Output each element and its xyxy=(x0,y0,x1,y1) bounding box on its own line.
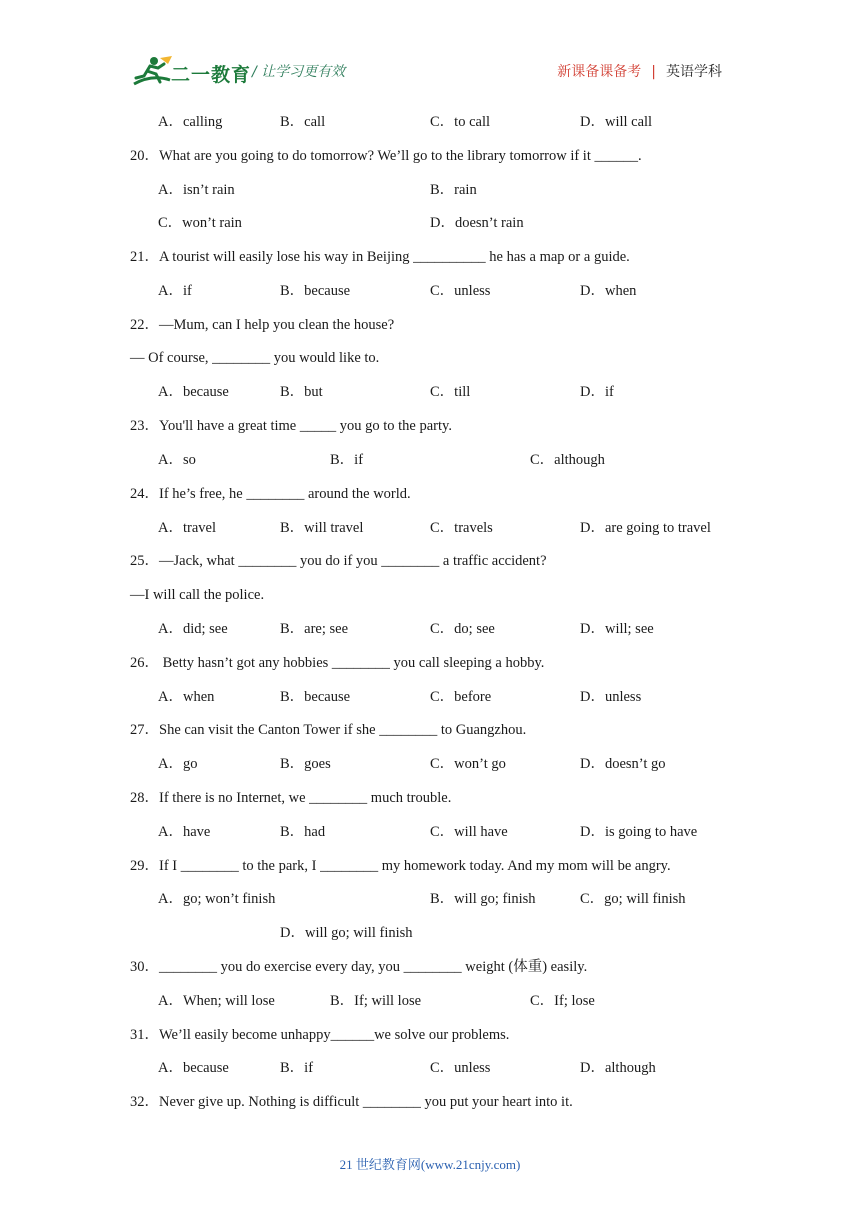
text-line: D．although xyxy=(580,1060,656,1076)
text-line: D．will; see xyxy=(580,621,654,637)
text-line: B．will go; finish xyxy=(430,891,536,907)
text-line: A．because xyxy=(158,384,229,400)
text-line: —I will call the police. xyxy=(130,587,265,603)
text-line: C．till xyxy=(430,384,471,400)
text-line: A．so xyxy=(158,452,196,468)
text-line: B．had xyxy=(280,824,326,840)
page-header xyxy=(0,0,860,100)
text-line: 24．If he’s free, he ________ around the world. xyxy=(130,486,411,502)
text-line: 30．________ you do exercise every day, you ________ weight (体重) easily. xyxy=(130,959,588,975)
text-line: C．go; will finish xyxy=(580,891,686,907)
text-line: C．before xyxy=(430,689,492,705)
text-line: A．when xyxy=(158,689,215,705)
text-line: B．will travel xyxy=(280,520,364,536)
text-line: C．won’t rain xyxy=(158,215,242,231)
text-line: C．If; lose xyxy=(530,993,595,1009)
text-line: — Of course, ________ you would like to. xyxy=(130,350,380,366)
text-line: A．have xyxy=(158,824,211,840)
text-line: 31．We’ll easily become unhappy______we solve our problems. xyxy=(130,1027,510,1043)
text-line: D．doesn’t rain xyxy=(430,215,524,231)
text-line: B．because xyxy=(280,689,351,705)
text-line: B．call xyxy=(280,114,326,130)
logo-text: 二一教育 xyxy=(171,64,252,86)
text-line: 25．—Jack, what ________ you do if you ________ a traffic accident? xyxy=(130,553,547,569)
text-line: D．if xyxy=(580,384,614,400)
text-line: D．will call xyxy=(580,114,653,130)
text-line: C．unless xyxy=(430,1060,491,1076)
text-line: D．are going to travel xyxy=(580,520,711,536)
text-line: A．if xyxy=(158,283,192,299)
text-line: A．because xyxy=(158,1060,229,1076)
header-course-label: 新课备课备考 xyxy=(557,64,642,80)
text-line: D．is going to have xyxy=(580,824,698,840)
text-line: C．although xyxy=(530,452,605,468)
text-line: D．doesn’t go xyxy=(580,756,666,772)
text-line: 23．You'll have a great time _____ you go to the party. xyxy=(130,418,452,434)
text-line: A．did; see xyxy=(158,621,228,637)
text-line: 32．Never give up. Nothing is difficult ________ you put your heart into it. xyxy=(130,1094,573,1110)
text-line: C．won’t go xyxy=(430,756,506,772)
text-line: B．if xyxy=(280,1060,314,1076)
header-slogan: / 让学习更有效 xyxy=(252,64,346,80)
text-line: A．calling xyxy=(158,114,223,130)
text-line: C．will have xyxy=(430,824,508,840)
text-line: C．unless xyxy=(430,283,491,299)
text-line: 21．A tourist will easily lose his way in Beijing __________ he has a map or a guide. xyxy=(130,249,630,265)
text-line: 20．What are you going to do tomorrow? We’ll go to the library tomorrow if it ______. xyxy=(130,148,642,164)
text-line: 29．If I ________ to the park, I ________ my homework today. And my mom will be angry. xyxy=(130,858,671,874)
text-line: A．go xyxy=(158,756,198,772)
text-line: D．when xyxy=(580,283,637,299)
text-line: 22．—Mum, can I help you clean the house? xyxy=(130,317,395,333)
header-subject-label: 英语学科 xyxy=(666,64,722,80)
text-line: B．If; will lose xyxy=(330,993,422,1009)
text-line: B．are; see xyxy=(280,621,349,637)
header-separator: | xyxy=(651,64,656,80)
text-line: C．do; see xyxy=(430,621,495,637)
text-line: 28．If there is no Internet, we ________ much trouble. xyxy=(130,790,452,806)
text-line: A．travel xyxy=(158,520,216,536)
text-line: B．but xyxy=(280,384,323,400)
text-line: D．unless xyxy=(580,689,642,705)
text-line: D．will go; will finish xyxy=(280,925,413,941)
text-line: A．go; won’t finish xyxy=(158,891,276,907)
text-line: C．to call xyxy=(430,114,491,130)
page-footer: 21 世纪教育网(www.21cnjy.com) xyxy=(339,1157,521,1172)
text-line: B．because xyxy=(280,283,351,299)
text-line: A．isn’t rain xyxy=(158,182,235,198)
text-line: B．rain xyxy=(430,182,477,198)
text-line: 27．She can visit the Canton Tower if she ________ to Guangzhou. xyxy=(130,722,527,738)
header-subject xyxy=(557,61,722,81)
text-line: B．if xyxy=(330,452,364,468)
text-line: 26． Betty hasn’t got any hobbies ________ you call sleeping a hobby. xyxy=(130,655,545,671)
text-line: C．travels xyxy=(430,520,493,536)
text-line: A．When; will lose xyxy=(158,993,275,1009)
text-line: B．goes xyxy=(280,756,331,772)
